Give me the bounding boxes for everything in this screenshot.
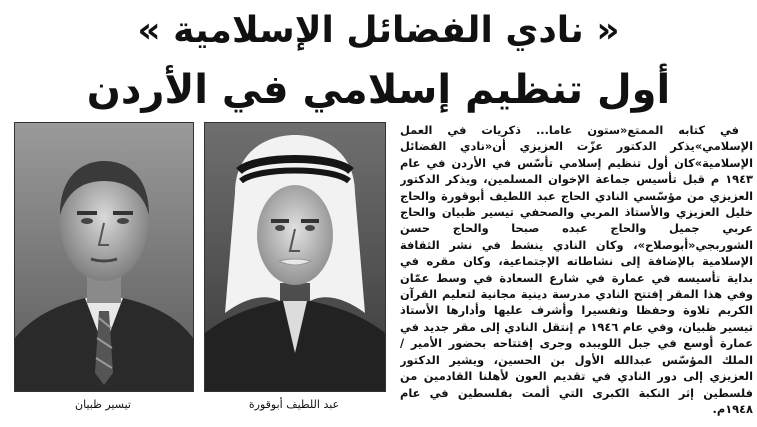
- headline-line-1: « نادي الفضائل الإسلامية »: [137, 10, 620, 51]
- portrait-photo-left: [14, 122, 194, 392]
- article-paragraph: في كتابه الممتع«ستون عاما... ذكريات في العمل الإسلامي»يذكر الدكتور عزّت العزيزي أن«نادي الفضائل الإسلامية»كان أول تنظيم إسلامي تأسّس في الأردن في عام ١٩٤٣ م قبل تأسيس جماعة الإخوان المسلمين، ويذكر الدكتور العزيزي من مؤسّسي النادي الحاج عبد اللطيف أبوقورة والحاج خليل العزيزي والأستاذ المربي والصحفي تيسير ظبيان والحاج عربي جميل والحاج عبده صبحا والحاج حسن الشوربجي«أبوصلاح»، وكان النادي ينشط في نشر الثقافة الإسلامية بالإضافة إلى نشاطاته الإجتماعية، وكان مقره في بداية تأسيسه في عمارة في شارع السعادة في وسط عمّان وفي هذا المقر إفتتح النادي مدرسة دينية مجانية لتعليم القرآن الكريم تلاوة وحفظا وتفسيرا وأشرف عليها وأدارها الأستاذ تيسير ظبيان، وفي عام ١٩٤٦ م إنتقل النادي إلى مقر جديد في عمارة أوسع في جبل اللويبده وجرى إفتتاحه بحضور الأمير / الملك المؤسّس عبدالله الأول بن الحسين، ويشير الدكتور العزيزي إلى دور النادي في تقديم العون لأهلنا القادمين من فلسطين إثر النكبة الكبرى التي ألمت بفلسطين في عام ١٩٤٨م.: [400, 123, 753, 416]
- portrait-photo-right: [204, 122, 386, 392]
- portrait-man-keffiyeh-icon: [205, 123, 385, 391]
- article-body: [400, 122, 753, 420]
- headline-line-2: أول تنظيم إسلامي في الأردن: [86, 67, 671, 113]
- photo-caption-left: تيسير ظبيان: [75, 398, 131, 411]
- photo-caption-right: عبد اللطيف أبوقورة: [248, 398, 340, 411]
- portrait-man-suit-icon: [15, 123, 193, 391]
